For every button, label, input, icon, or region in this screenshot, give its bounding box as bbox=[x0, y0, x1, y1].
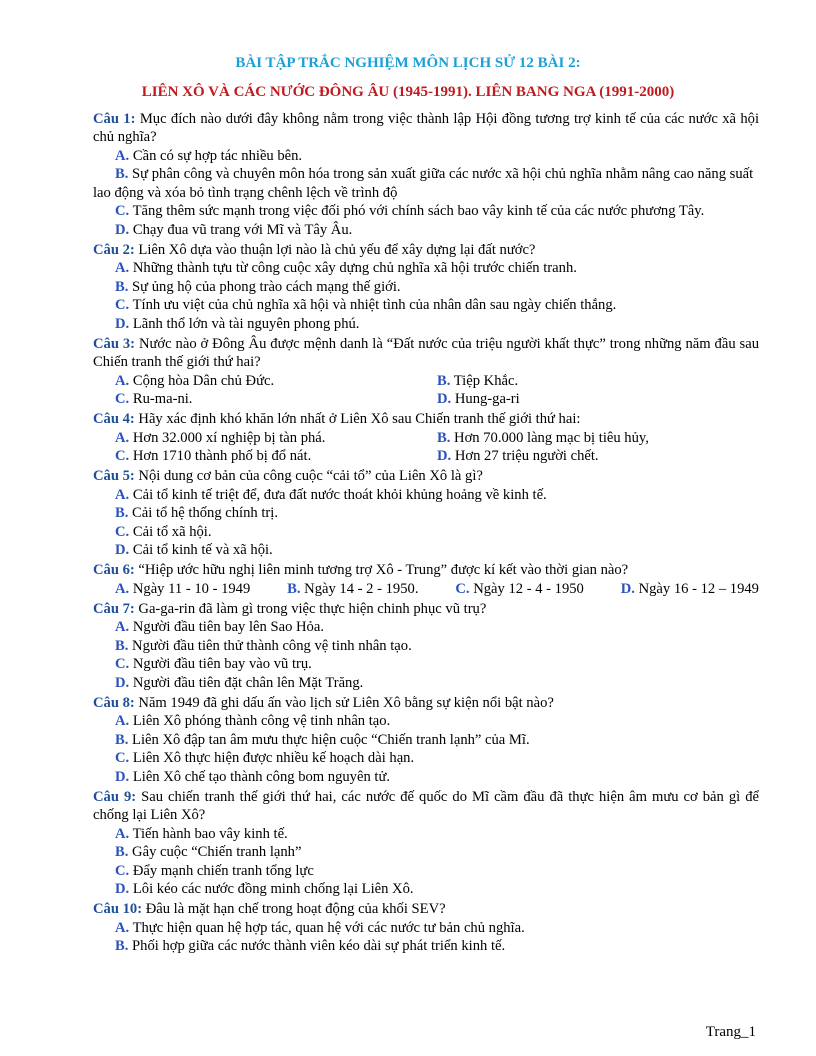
question-text: Năm 1949 đã ghi dấu ấn vào lịch sử Liên Xô bằng sự kiện nổi bật nào? bbox=[134, 694, 554, 711]
option-c: C. Cải tổ xã hội. bbox=[115, 523, 212, 540]
option-c: C. Hơn 1710 thành phố bị đổ nát. bbox=[115, 448, 312, 464]
option-c: C. Liên Xô thực hiện được nhiều kế hoạch dài hạn. bbox=[115, 750, 415, 766]
option-d: D. Lôi kéo các nước đồng minh chống lại Liên Xô. bbox=[115, 881, 414, 897]
question-10 bbox=[93, 900, 759, 956]
option-d: D. Hơn 27 triệu người chết. bbox=[437, 448, 599, 464]
question-label: Câu 3: bbox=[93, 335, 136, 352]
option-a: A. Cộng hòa Dân chủ Đức. bbox=[115, 372, 275, 389]
option-b: B. Sự phân công và chuyên môn hóa trong sản xuất giữa các nước xã hội chủ nghĩa nhằm nâng cao năng suất lao động và xóa bỏ tình trạng chênh lệch về trình độ bbox=[93, 166, 754, 201]
option-a: A. Cải tổ kinh tế triệt để, đưa đất nước thoát khỏi khủng hoảng về kinh tế. bbox=[115, 486, 547, 503]
question-label: Câu 10: bbox=[93, 901, 143, 917]
option-d: D. Lãnh thổ lớn và tài nguyên phong phú. bbox=[115, 315, 360, 332]
document-title: BÀI TẬP TRẮC NGHIỆM MÔN LỊCH SỬ 12 BÀI 2: bbox=[235, 55, 581, 71]
option-b: B. Liên Xô đập tan âm mưu thực hiện cuộc “Chiến tranh lạnh” của Mĩ. bbox=[115, 731, 530, 748]
document-subtitle: LIÊN XÔ VÀ CÁC NƯỚC ĐÔNG ÂU (1945-1991). LIÊN BANG NGA (1991-2000) bbox=[141, 84, 675, 100]
question-9 bbox=[93, 788, 759, 899]
option-a: A. Người đầu tiên bay lên Sao Hỏa. bbox=[115, 619, 324, 635]
option-a: A. Ngày 11 - 10 - 1949 bbox=[115, 580, 251, 597]
option-b: B. Ngày 14 - 2 - 1950. bbox=[287, 580, 419, 597]
question-label: Câu 1: bbox=[93, 110, 136, 127]
question-6 bbox=[93, 561, 759, 598]
question-text: “Hiệp ước hữu nghị liên minh tương trợ Xô - Trung” được kí kết vào thời gian nào? bbox=[134, 562, 629, 578]
option-d: D. Hung-ga-ri bbox=[437, 391, 520, 407]
question-label: Câu 9: bbox=[93, 788, 137, 805]
question-label: Câu 2: bbox=[93, 241, 135, 258]
option-c: C. Ru-ma-ni. bbox=[115, 391, 193, 407]
question-text: Ga-ga-rin đã làm gì trong việc thực hiện chinh phục vũ trụ? bbox=[134, 600, 487, 617]
question-label: Câu 7: bbox=[93, 600, 135, 617]
option-d: D. Chạy đua vũ trang với Mĩ và Tây Âu. bbox=[115, 221, 353, 238]
question-text: Nước nào ở Đông Âu được mệnh danh là “Đất nước của triệu người khất thực” trong những năm đầu sau Chiến tranh thế giới thứ hai? bbox=[93, 335, 760, 370]
question-2 bbox=[93, 241, 759, 334]
option-b: B. Sự ủng hộ của phong trào cách mạng thế giới. bbox=[115, 278, 401, 295]
option-c: C. Đẩy mạnh chiến tranh tổng lực bbox=[115, 862, 314, 879]
question-5 bbox=[93, 467, 759, 560]
option-b: B. Tiệp Khắc. bbox=[437, 372, 519, 389]
question-label: Câu 5: bbox=[93, 468, 135, 484]
option-d: D. Cải tổ kinh tế và xã hội. bbox=[115, 542, 273, 558]
question-list bbox=[93, 108, 759, 956]
option-b: B. Hơn 70.000 làng mạc bị tiêu hủy, bbox=[437, 429, 649, 446]
option-a: A. Hơn 32.000 xí nghiệp bị tàn phá. bbox=[115, 429, 326, 446]
question-4 bbox=[93, 410, 759, 466]
question-1 bbox=[93, 110, 759, 240]
option-b: B. Phối hợp giữa các nước thành viên kéo dài sự phát triển kinh tế. bbox=[115, 938, 506, 954]
option-a: A. Cần có sự hợp tác nhiều bên. bbox=[115, 147, 303, 164]
option-b: B. Gây cuộc “Chiến tranh lạnh” bbox=[115, 844, 302, 860]
option-a: A. Liên Xô phóng thành công vệ tinh nhân tạo. bbox=[115, 713, 391, 729]
question-text: Nội dung cơ bản của công cuộc “cải tổ” của Liên Xô là gì? bbox=[134, 468, 483, 484]
question-3 bbox=[93, 335, 759, 409]
option-a: A. Những thành tựu từ công cuộc xây dựng chủ nghĩa xã hội trước chiến tranh. bbox=[115, 260, 577, 276]
option-a: A. Tiến hành bao vây kinh tế. bbox=[115, 825, 288, 842]
question-text: Mục đích nào dưới đây không nằm trong việc thành lập Hội đồng tương trợ kinh tế của các nước xã hội chủ nghĩa? bbox=[93, 110, 759, 145]
question-text: Hãy xác định khó khăn lớn nhất ở Liên Xô sau Chiến tranh thế giới thứ hai: bbox=[134, 411, 581, 427]
option-b: B. Người đầu tiên thử thành công vệ tinh nhân tạo. bbox=[115, 637, 412, 654]
question-label: Câu 4: bbox=[93, 411, 135, 427]
question-text: Sau chiến tranh thế giới thứ hai, các nước đế quốc do Mĩ cầm đầu đã thực hiện âm mưu cơ bản gì để chống lại Liên Xô? bbox=[93, 788, 759, 823]
question-7 bbox=[93, 600, 759, 693]
option-c: C. Tính ưu việt của chủ nghĩa xã hội và nhiệt tình của nhân dân sau ngày chiến thắng. bbox=[115, 297, 617, 313]
question-text: Đâu là mặt hạn chế trong hoạt động của khối SEV? bbox=[142, 901, 446, 917]
question-8 bbox=[93, 694, 759, 787]
page-number: Trang_1 bbox=[705, 1024, 756, 1040]
question-text: Liên Xô dựa vào thuận lợi nào là chủ yếu để xây dựng lại đất nước? bbox=[134, 241, 536, 258]
option-d: D. Ngày 16 - 12 – 1949 bbox=[620, 580, 759, 597]
option-d: D. Liên Xô chế tạo thành công bom nguyên tử. bbox=[115, 768, 391, 785]
question-label: Câu 8: bbox=[93, 694, 135, 711]
option-c: C. Tăng thêm sức mạnh trong việc đối phó với chính sách bao vây kinh tế của các nước phương Tây. bbox=[115, 203, 705, 219]
option-c: C. Người đầu tiên bay vào vũ trụ. bbox=[115, 656, 312, 672]
option-c: C. Ngày 12 - 4 - 1950 bbox=[455, 580, 584, 597]
question-label: Câu 6: bbox=[93, 562, 135, 578]
option-b: B. Cải tổ hệ thống chính trị. bbox=[115, 505, 278, 521]
option-a: A. Thực hiện quan hệ hợp tác, quan hệ với các nước tư bản chủ nghĩa. bbox=[115, 919, 525, 936]
option-d: D. Người đầu tiên đặt chân lên Mặt Trăng. bbox=[115, 674, 364, 691]
